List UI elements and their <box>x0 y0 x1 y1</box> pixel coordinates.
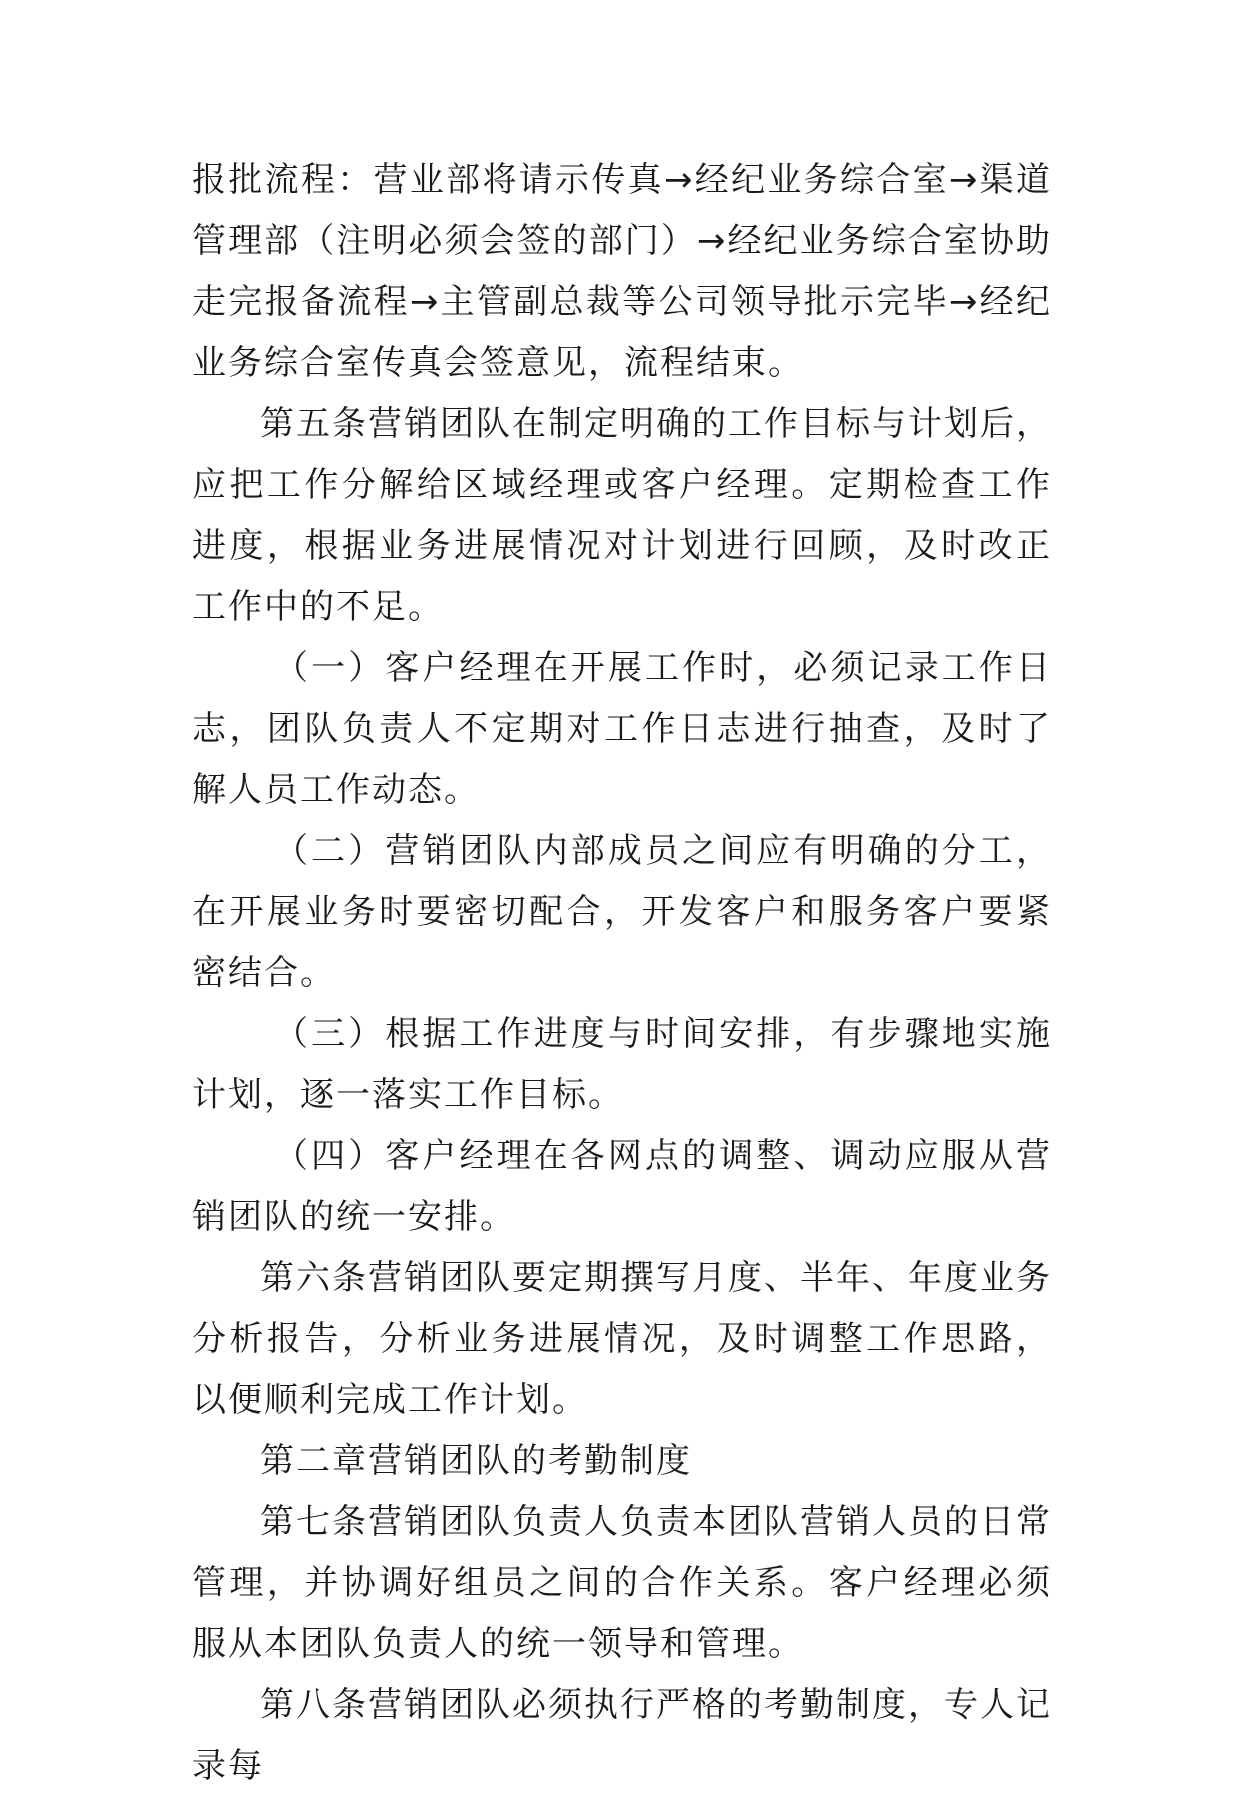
paragraph-article-7: 第七条营销团队负责人负责本团队营销人员的日常管理，并协调好组员之间的合作关系。客户经理必须服从本团队负责人的统一领导和管理。 <box>192 1502 1052 1664</box>
paragraph-item-4: （四）客户经理在各网点的调整、调动应服从营销团队的统一安排。 <box>192 1136 1052 1237</box>
paragraph-approval-process: 报批流程：营业部将请示传真→经纪业务综合室→渠道管理部（注明必须会签的部门）→经纪业务综合室协助走完报备流程→主管副总裁等公司领导批示完毕→经纪业务综合室传真会签意见，流程结束。 <box>192 160 1052 383</box>
paragraph-item-3: （三）根据工作进度与时间安排，有步骤地实施计划，逐一落实工作目标。 <box>192 1014 1052 1115</box>
paragraph-article-6: 第六条营销团队要定期撰写月度、半年、年度业务分析报告，分析业务进展情况，及时调整工作思路，以便顺利完成工作计划。 <box>192 1258 1052 1420</box>
chapter-heading: 第二章营销团队的考勤制度 <box>260 1441 692 1481</box>
paragraph-item-1: （一）客户经理在开展工作时，必须记录工作日志，团队负责人不定期对工作日志进行抽查，及时了解人员工作动态。 <box>192 648 1052 810</box>
paragraph-article-5: 第五条营销团队在制定明确的工作目标与计划后，应把工作分解给区域经理或客户经理。定期检查工作进度，根据业务进展情况对计划进行回顾，及时改正工作中的不足。 <box>192 404 1052 627</box>
paragraph-item-2: （二）营销团队内部成员之间应有明确的分工，在开展业务时要密切配合，开发客户和服务客户要紧密结合。 <box>192 831 1052 993</box>
document-body <box>192 150 1052 1797</box>
paragraph-article-8: 第八条营销团队必须执行严格的考勤制度，专人记录每 <box>192 1685 1052 1786</box>
